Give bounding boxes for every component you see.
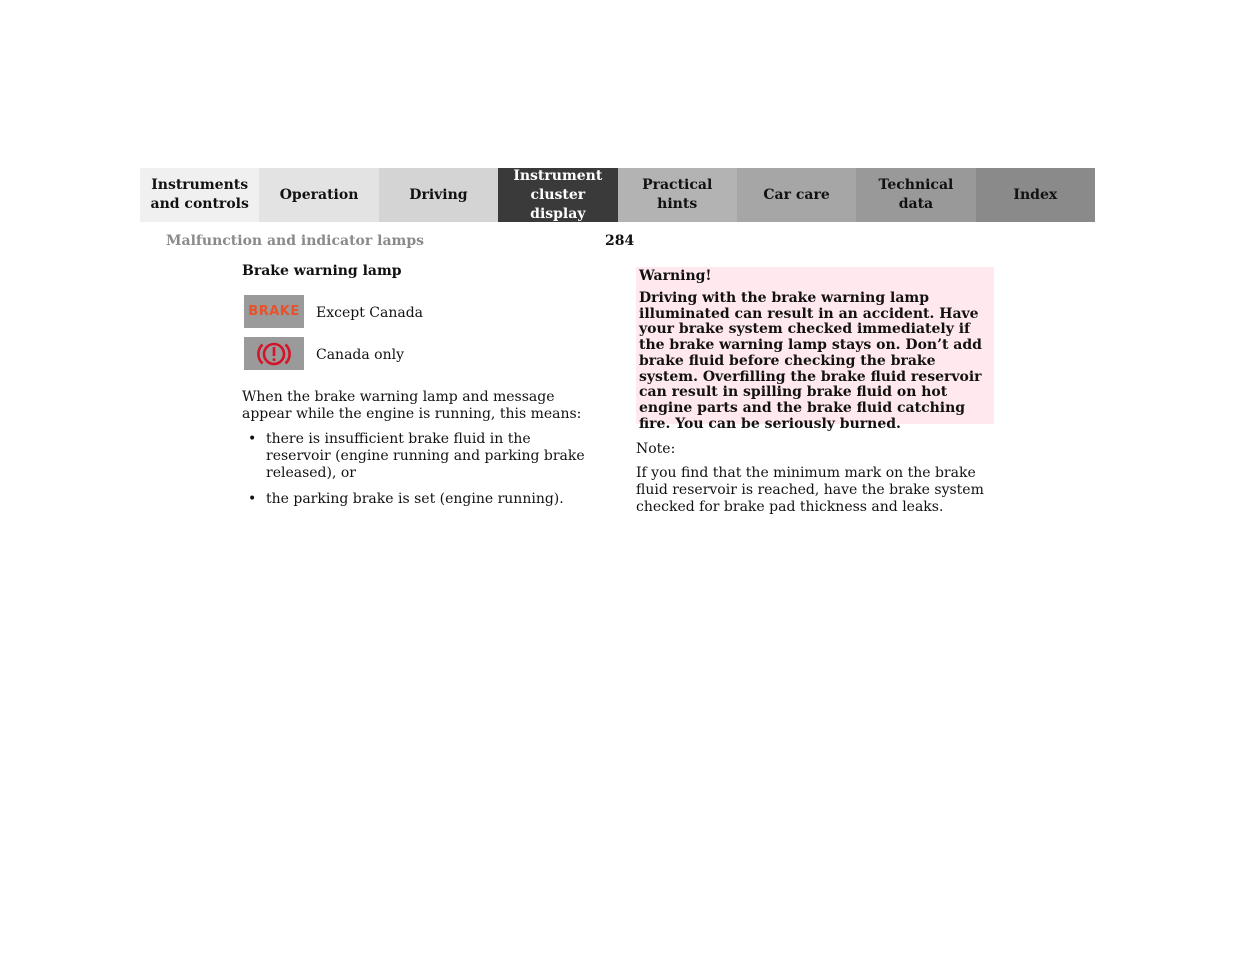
lamp-label-canada-only: Canada only (316, 347, 405, 363)
note-label: Note: (636, 441, 676, 457)
tab-operation[interactable]: Operation (259, 168, 378, 222)
warning-text: Driving with the brake warning lamp illuminated can result in an accident. Have your brake system checked immediately if the brake warning lamp stays on. Don’t add brake fluid before checking the brake system. Overfilling the brake fluid reservoir can result in spilling brake fluid on hot engine parts and the brake fluid catching fire. You can be seriously burned. (639, 290, 982, 432)
note-text: If you find that the minimum mark on the brake fluid reservoir is reached, have the brake system checked for brake pad thickness and leaks. (636, 465, 984, 515)
warning-title: Warning! (639, 268, 712, 284)
page-number: 284 (605, 233, 635, 249)
tab-practical-hints[interactable]: Practical hints (618, 168, 737, 222)
condition-list (242, 431, 592, 517)
page-heading: Brake warning lamp (242, 263, 402, 279)
brake-text-lamp-icon (244, 295, 304, 328)
brake-symbol-icon (254, 339, 294, 369)
section-title: Malfunction and indicator lamps (166, 233, 425, 249)
tab-instrument-cluster-display[interactable]: Instrument cluster display (498, 168, 617, 222)
brake-circle-exclamation-icon (244, 337, 304, 370)
tab-technical-data[interactable]: Technical data (856, 168, 975, 222)
tab-driving[interactable]: Driving (379, 168, 498, 222)
list-item: • there is insufficient brake fluid in the reservoir (engine running and parking brake released), or (242, 431, 592, 482)
tab-car-care[interactable]: Car care (737, 168, 856, 222)
warning-box (636, 267, 994, 432)
lamp-label-except-canada: Except Canada (316, 305, 424, 321)
tab-instruments-and-controls[interactable]: Instruments and controls (140, 168, 259, 222)
list-item: • the parking brake is set (engine running). (242, 491, 592, 508)
intro-paragraph: When the brake warning lamp and message appear while the engine is running, this means: (242, 389, 582, 422)
brake-lamp-text: BRAKE (248, 304, 300, 319)
tab-index[interactable]: Index (976, 168, 1095, 222)
chapter-tab-bar (140, 168, 1095, 222)
